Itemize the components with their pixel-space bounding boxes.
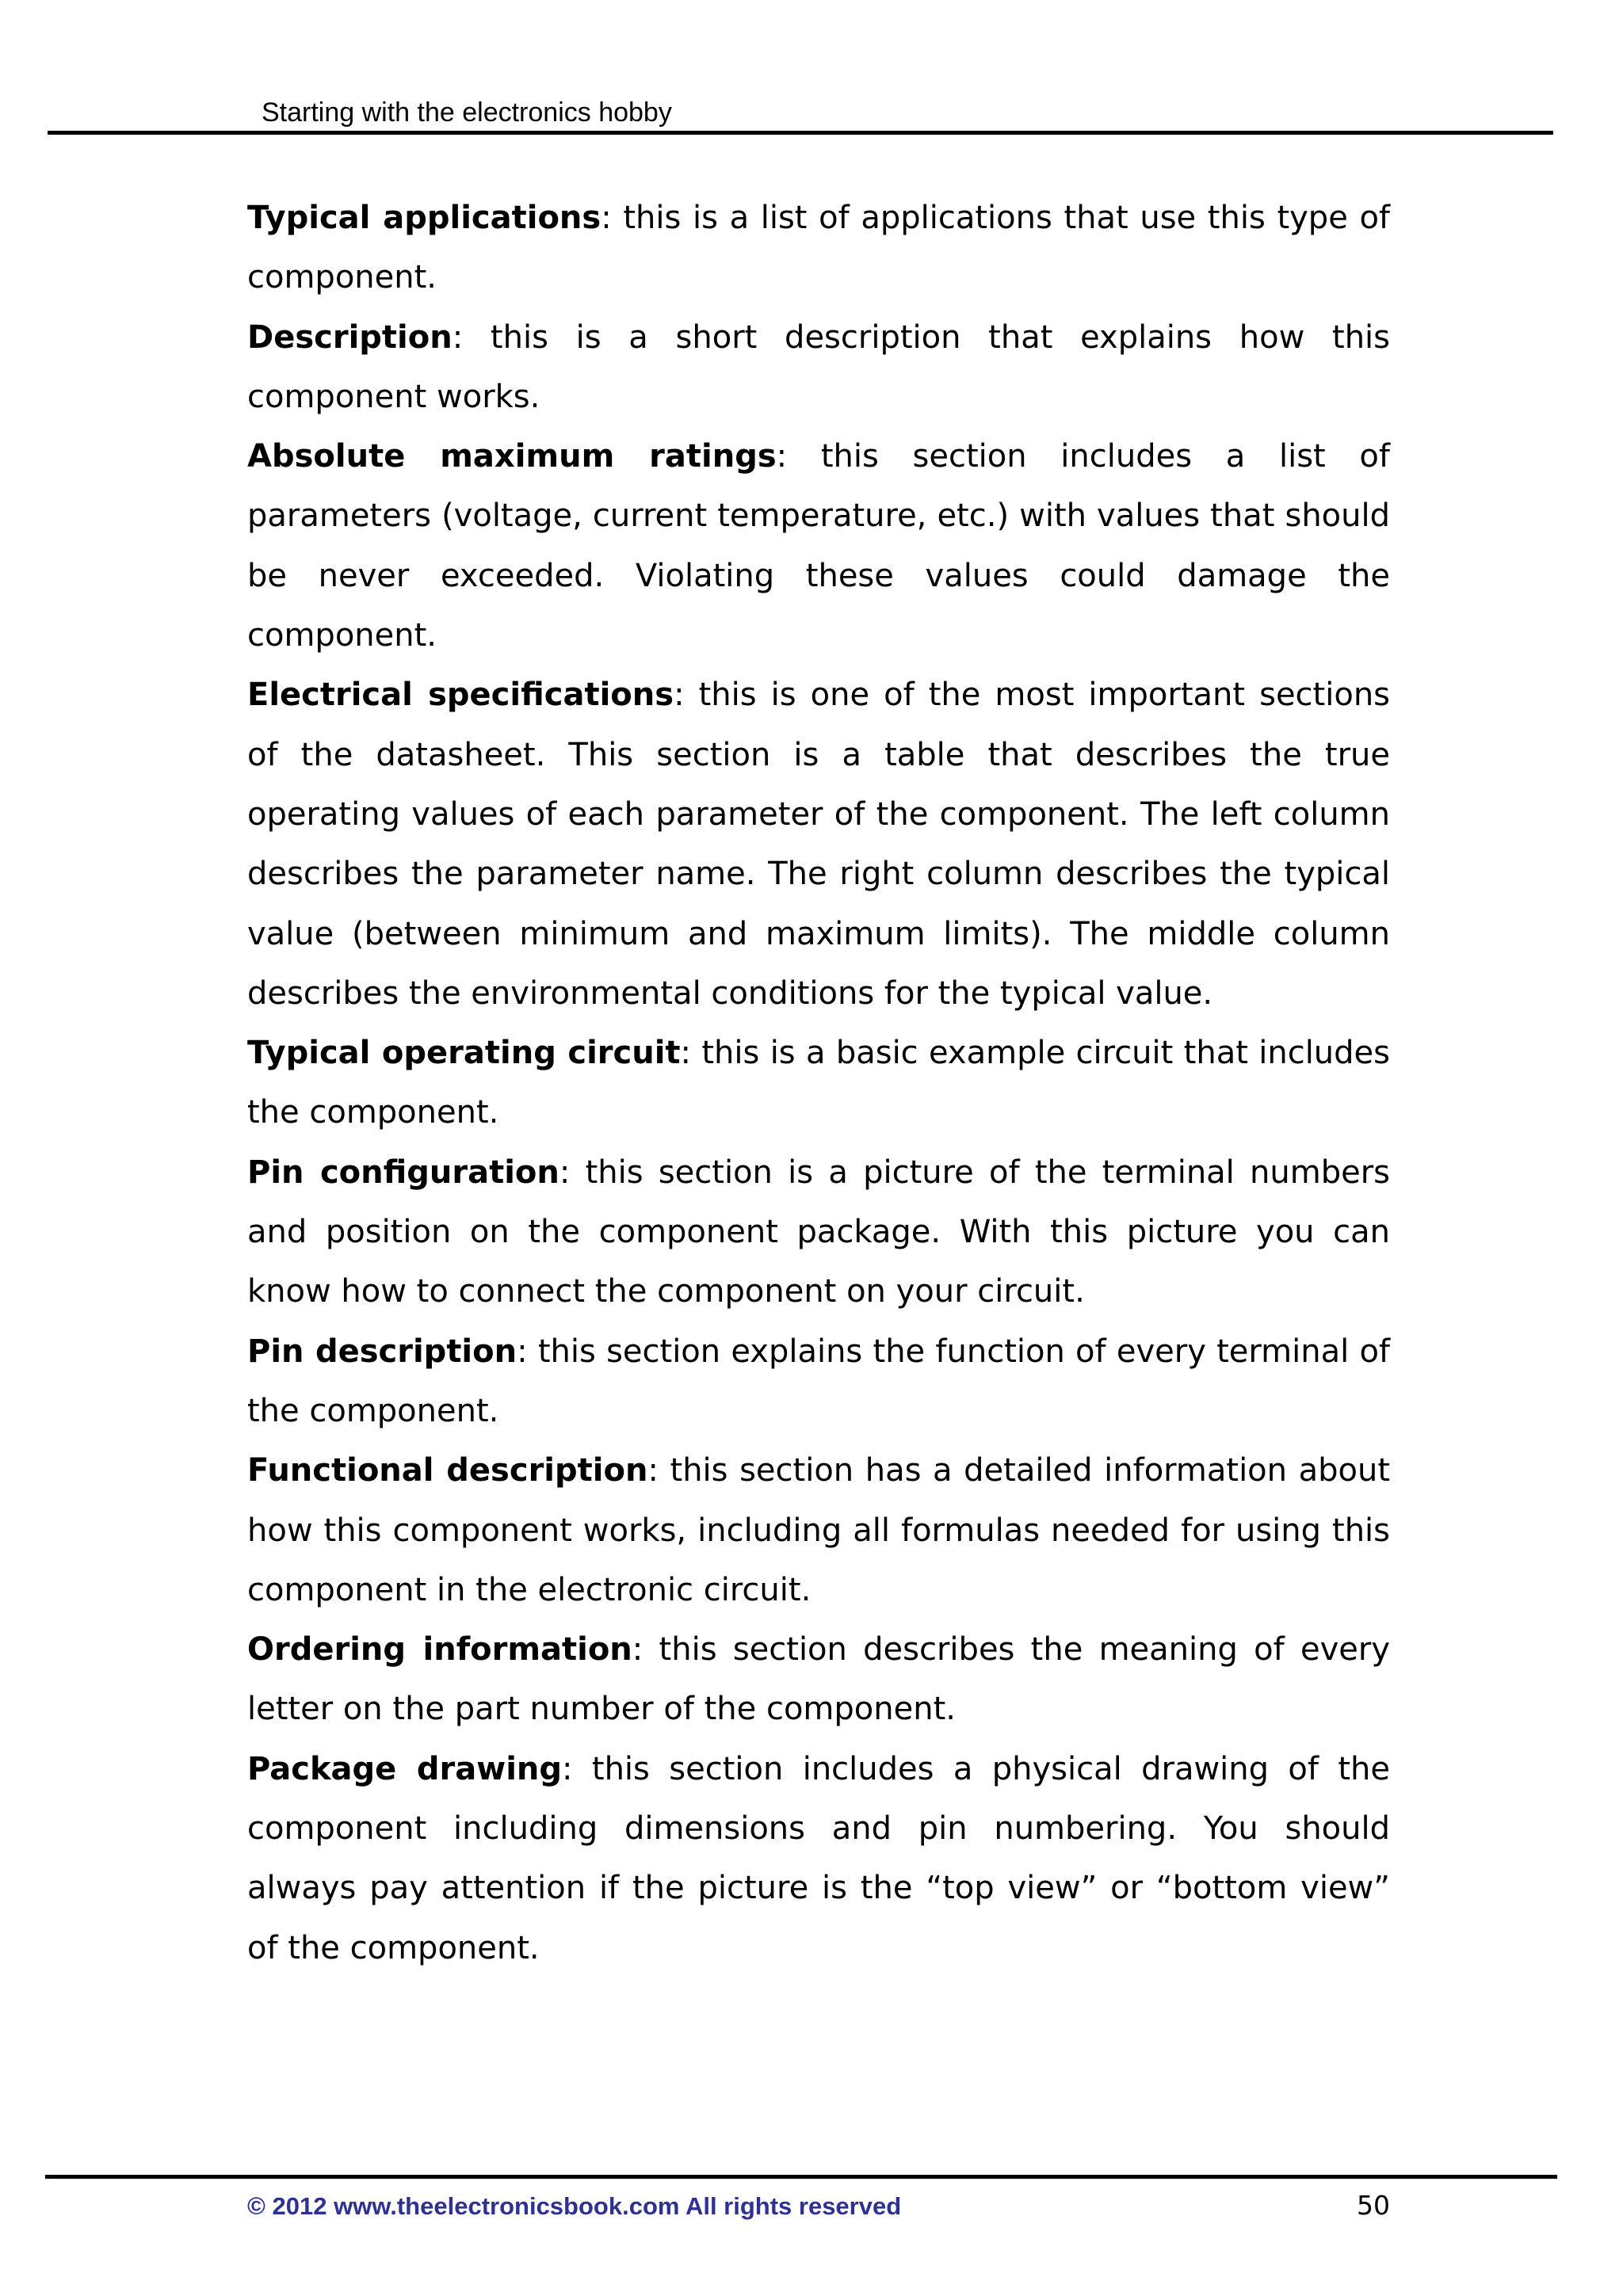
section-text: : this section includes a list of parameters (voltage, current temperature, etc.) with values that should be never exceeded. Violating these values could damage the component.: [247, 438, 1390, 654]
section-term: Ordering information: [247, 1631, 632, 1669]
section-package-drawing: [247, 1740, 1390, 1978]
section-text: : this section is a picture of the terminal numbers and position on the component package. With this picture you can know how to connect the component on your circuit.: [247, 1154, 1390, 1310]
section-text: : this is a short description that explains how this component works.: [247, 318, 1390, 415]
section-term: Package drawing: [247, 1750, 563, 1787]
section-pin-description: [247, 1322, 1390, 1442]
header-divider: [48, 131, 1553, 135]
section-ordering-information: [247, 1620, 1390, 1740]
section-text: : this is a list of applications that use this type of component.: [247, 200, 1390, 296]
section-term: Functional description: [247, 1452, 648, 1489]
section-text: : this section has a detailed information about how this component works, including all formulas needed for using this component in the electronic circuit.: [247, 1452, 1390, 1608]
section-term: Typical applications: [247, 200, 601, 236]
header-title: Starting with the electronics hobby: [262, 97, 672, 128]
footer-divider: [45, 2175, 1557, 2179]
copyright-symbol: ©: [247, 2192, 265, 2220]
section-text: : this is one of the most important sections of the datasheet. This section is a table that describes the true operating values of each parameter of the component. The left column describes the parameter name. The right column describes the typical value (between minimum and maximum limits). The middle column describes the environmental conditions for the typical value.: [247, 677, 1391, 1012]
section-text: : this section describes the meaning of every letter on the part number of the component.: [247, 1631, 1390, 1728]
section-text: : this is a basic example circuit that includes the component.: [247, 1035, 1391, 1131]
section-term: Pin description: [247, 1333, 517, 1370]
copyright-year: 2012: [272, 2192, 327, 2220]
section-term: Electrical specifications: [247, 677, 674, 714]
section-typical-operating-circuit: [247, 1024, 1390, 1143]
section-functional-description: [247, 1441, 1390, 1620]
section-term: Typical operating circuit: [247, 1035, 681, 1072]
footer-copyright: [247, 2191, 901, 2222]
section-term: Description: [247, 318, 453, 356]
section-electrical-specifications: [247, 666, 1390, 1024]
section-text: : this section explains the function of every terminal of the component.: [247, 1333, 1390, 1429]
section-text: : this section includes a physical drawing of the component including dimensions and pin numbering. You should always pay attention if the picture is the “top view” or “bottom view” of the component.: [247, 1750, 1390, 1966]
page-number: 50: [1357, 2190, 1390, 2221]
rights-text: All rights reserved: [685, 2192, 902, 2220]
page-body: [247, 189, 1390, 1978]
website-link[interactable]: www.theelectronicsbook.com: [334, 2192, 680, 2220]
section-term: Absolute maximum ratings: [247, 438, 777, 475]
section-absolute-maximum-ratings: [247, 427, 1390, 666]
section-term: Pin configuration: [247, 1154, 559, 1191]
section-typical-applications: [247, 189, 1390, 308]
section-pin-configuration: [247, 1143, 1390, 1322]
section-description: [247, 308, 1390, 428]
